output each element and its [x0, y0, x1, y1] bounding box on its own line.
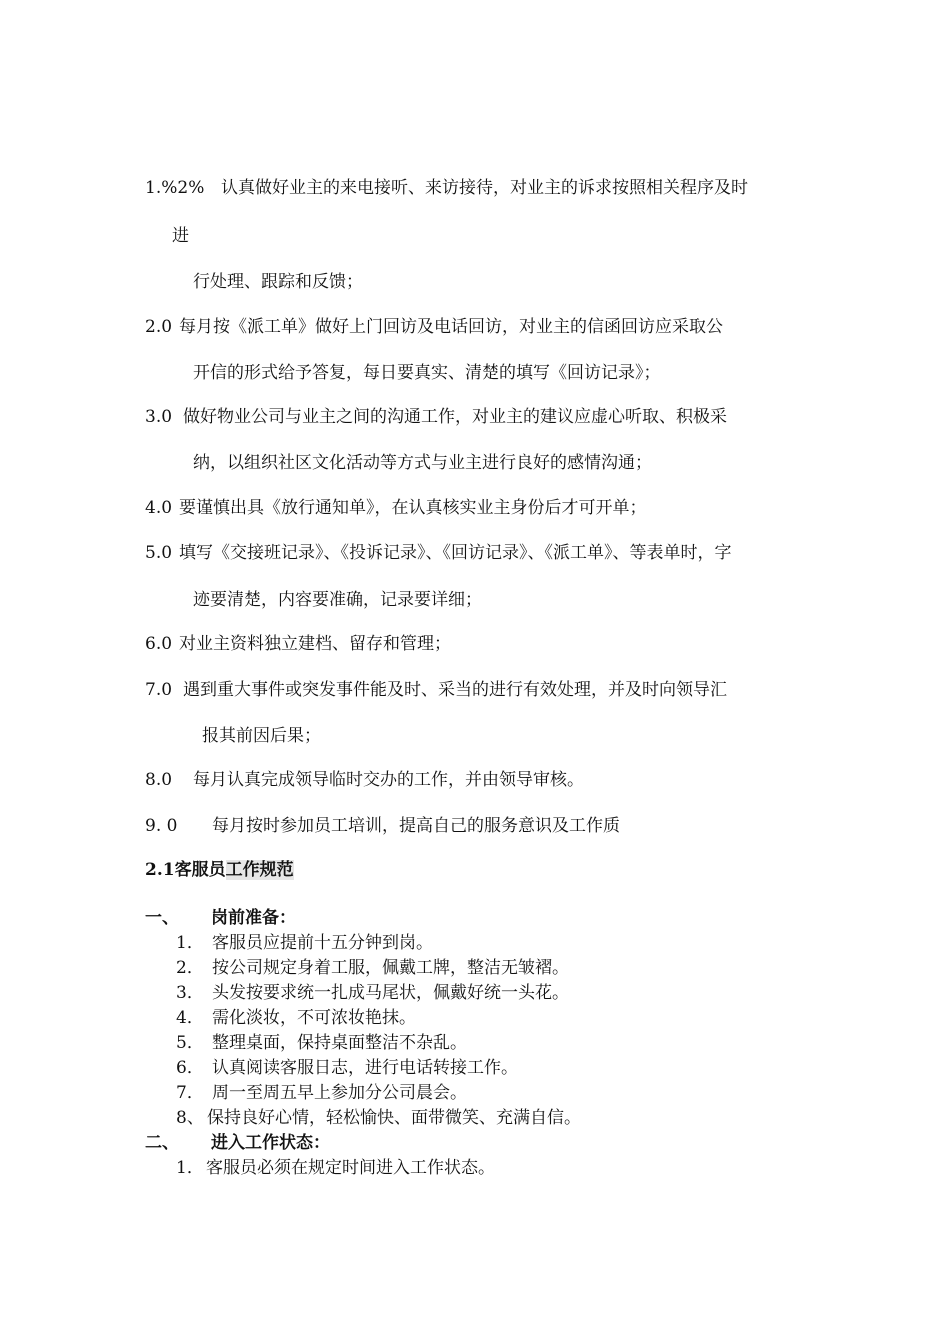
list-item-text: 客服员应提前十五分钟到岗。 — [212, 933, 433, 953]
section-heading — [145, 858, 294, 882]
duty-1-continuation: 行处理、跟踪和反馈； — [193, 272, 363, 292]
list-item-number: 2． — [176, 958, 204, 978]
list-item-number: 1． — [176, 1158, 204, 1178]
duty-number: 5.0 — [145, 543, 173, 563]
list-item — [176, 1057, 518, 1079]
duty-9 — [145, 814, 620, 838]
list-item-text: 认真阅读客服日志，进行电话转接工作。 — [212, 1058, 518, 1078]
duty-1-continuation: 进 — [172, 226, 189, 246]
list-item-number: 7． — [176, 1083, 204, 1103]
list-item-number: 1． — [176, 933, 204, 953]
list-item — [176, 982, 569, 1004]
subsection-title-1 — [145, 907, 296, 929]
list-item — [176, 932, 433, 954]
section-heading-highlight: 工作规范 — [225, 860, 294, 880]
duty-6 — [145, 632, 451, 656]
list-item-number: 4． — [176, 1008, 204, 1028]
duty-text: 每月认真完成领导临时交办的工作，并由领导审核。 — [193, 770, 584, 790]
list-item-text: 需化淡妆，不可浓妆艳抹。 — [212, 1008, 416, 1028]
subsection-title-2 — [145, 1132, 330, 1154]
duty-text: 做好物业公司与业主之间的沟通工作，对业主的建议应虚心听取、积极采 — [183, 407, 727, 427]
section-heading-prefix: 2.1客服员 — [145, 860, 226, 880]
duty-5-continuation: 迹要清楚，内容要准确，记录要详细； — [193, 590, 482, 610]
list-item-text: 保持良好心情，轻松愉快、面带微笑、充满自信。 — [207, 1108, 581, 1128]
duty-2-continuation: 开信的形式给予答复，每日要真实、清楚的填写《回访记录》； — [193, 363, 661, 383]
duty-text: 遇到重大事件或突发事件能及时、采当的进行有效处理，并及时向领导汇 — [183, 680, 727, 700]
subsection-label: 一、 — [145, 908, 179, 928]
list-item-text: 整理桌面，保持桌面整洁不杂乱。 — [212, 1033, 467, 1053]
duty-7 — [145, 678, 727, 702]
list-item-number: 3． — [176, 983, 204, 1003]
duty-number: 3.0 — [145, 407, 173, 427]
duty-2 — [145, 315, 723, 339]
subsection-label: 二、 — [145, 1133, 179, 1153]
duty-text: 每月按《派工单》做好上门回访及电话回访，对业主的信函回访应采取公 — [179, 317, 723, 337]
list-item-text: 头发按要求统一扎成马尾状，佩戴好统一头花。 — [212, 983, 569, 1003]
list-item — [176, 1157, 495, 1179]
duty-number: 4.0 — [145, 498, 173, 518]
duty-text: 要谨慎出具《放行通知单》，在认真核实业主身份后才可开单； — [179, 498, 647, 518]
duty-4 — [145, 496, 647, 520]
duty-number: 1.%2% — [145, 178, 205, 198]
duty-8 — [145, 768, 584, 792]
duty-number: 7.0 — [145, 680, 173, 700]
duty-1 — [145, 176, 748, 200]
list-item — [176, 1107, 581, 1129]
duty-text: 认真做好业主的来电接听、来访接待，对业主的诉求按照相关程序及时 — [221, 178, 748, 198]
subsection-title: 进入工作状态： — [211, 1133, 330, 1153]
list-item-text: 客服员必须在规定时间进入工作状态。 — [206, 1158, 495, 1178]
duty-3 — [145, 405, 727, 429]
duty-text: 对业主资料独立建档、留存和管理； — [179, 634, 451, 654]
list-item — [176, 1032, 467, 1054]
list-item-number: 5． — [176, 1033, 204, 1053]
duty-number: 2.0 — [145, 317, 173, 337]
list-item — [176, 957, 569, 979]
list-item-number: 6． — [176, 1058, 204, 1078]
duty-5 — [145, 541, 732, 565]
subsection-title: 岗前准备： — [211, 908, 296, 928]
list-item — [176, 1007, 416, 1029]
duty-number: 8.0 — [145, 770, 173, 790]
duty-number: 6.0 — [145, 634, 173, 654]
duty-number: 9. 0 — [145, 816, 178, 836]
list-item-number: 8、 — [176, 1108, 204, 1128]
list-item — [176, 1082, 467, 1104]
list-item-text: 按公司规定身着工服，佩戴工牌，整洁无皱褶。 — [212, 958, 569, 978]
duty-3-continuation: 纳，以组织社区文化活动等方式与业主进行良好的感情沟通； — [193, 453, 652, 473]
duty-text: 填写《交接班记录》、《投诉记录》、《回访记录》、《派工单》、等表单时，字 — [179, 543, 732, 563]
duty-7-continuation: 报其前因后果； — [202, 726, 321, 746]
list-item-text: 周一至周五早上参加分公司晨会。 — [212, 1083, 467, 1103]
duty-text: 每月按时参加员工培训，提高自己的服务意识及工作质 — [212, 816, 620, 836]
